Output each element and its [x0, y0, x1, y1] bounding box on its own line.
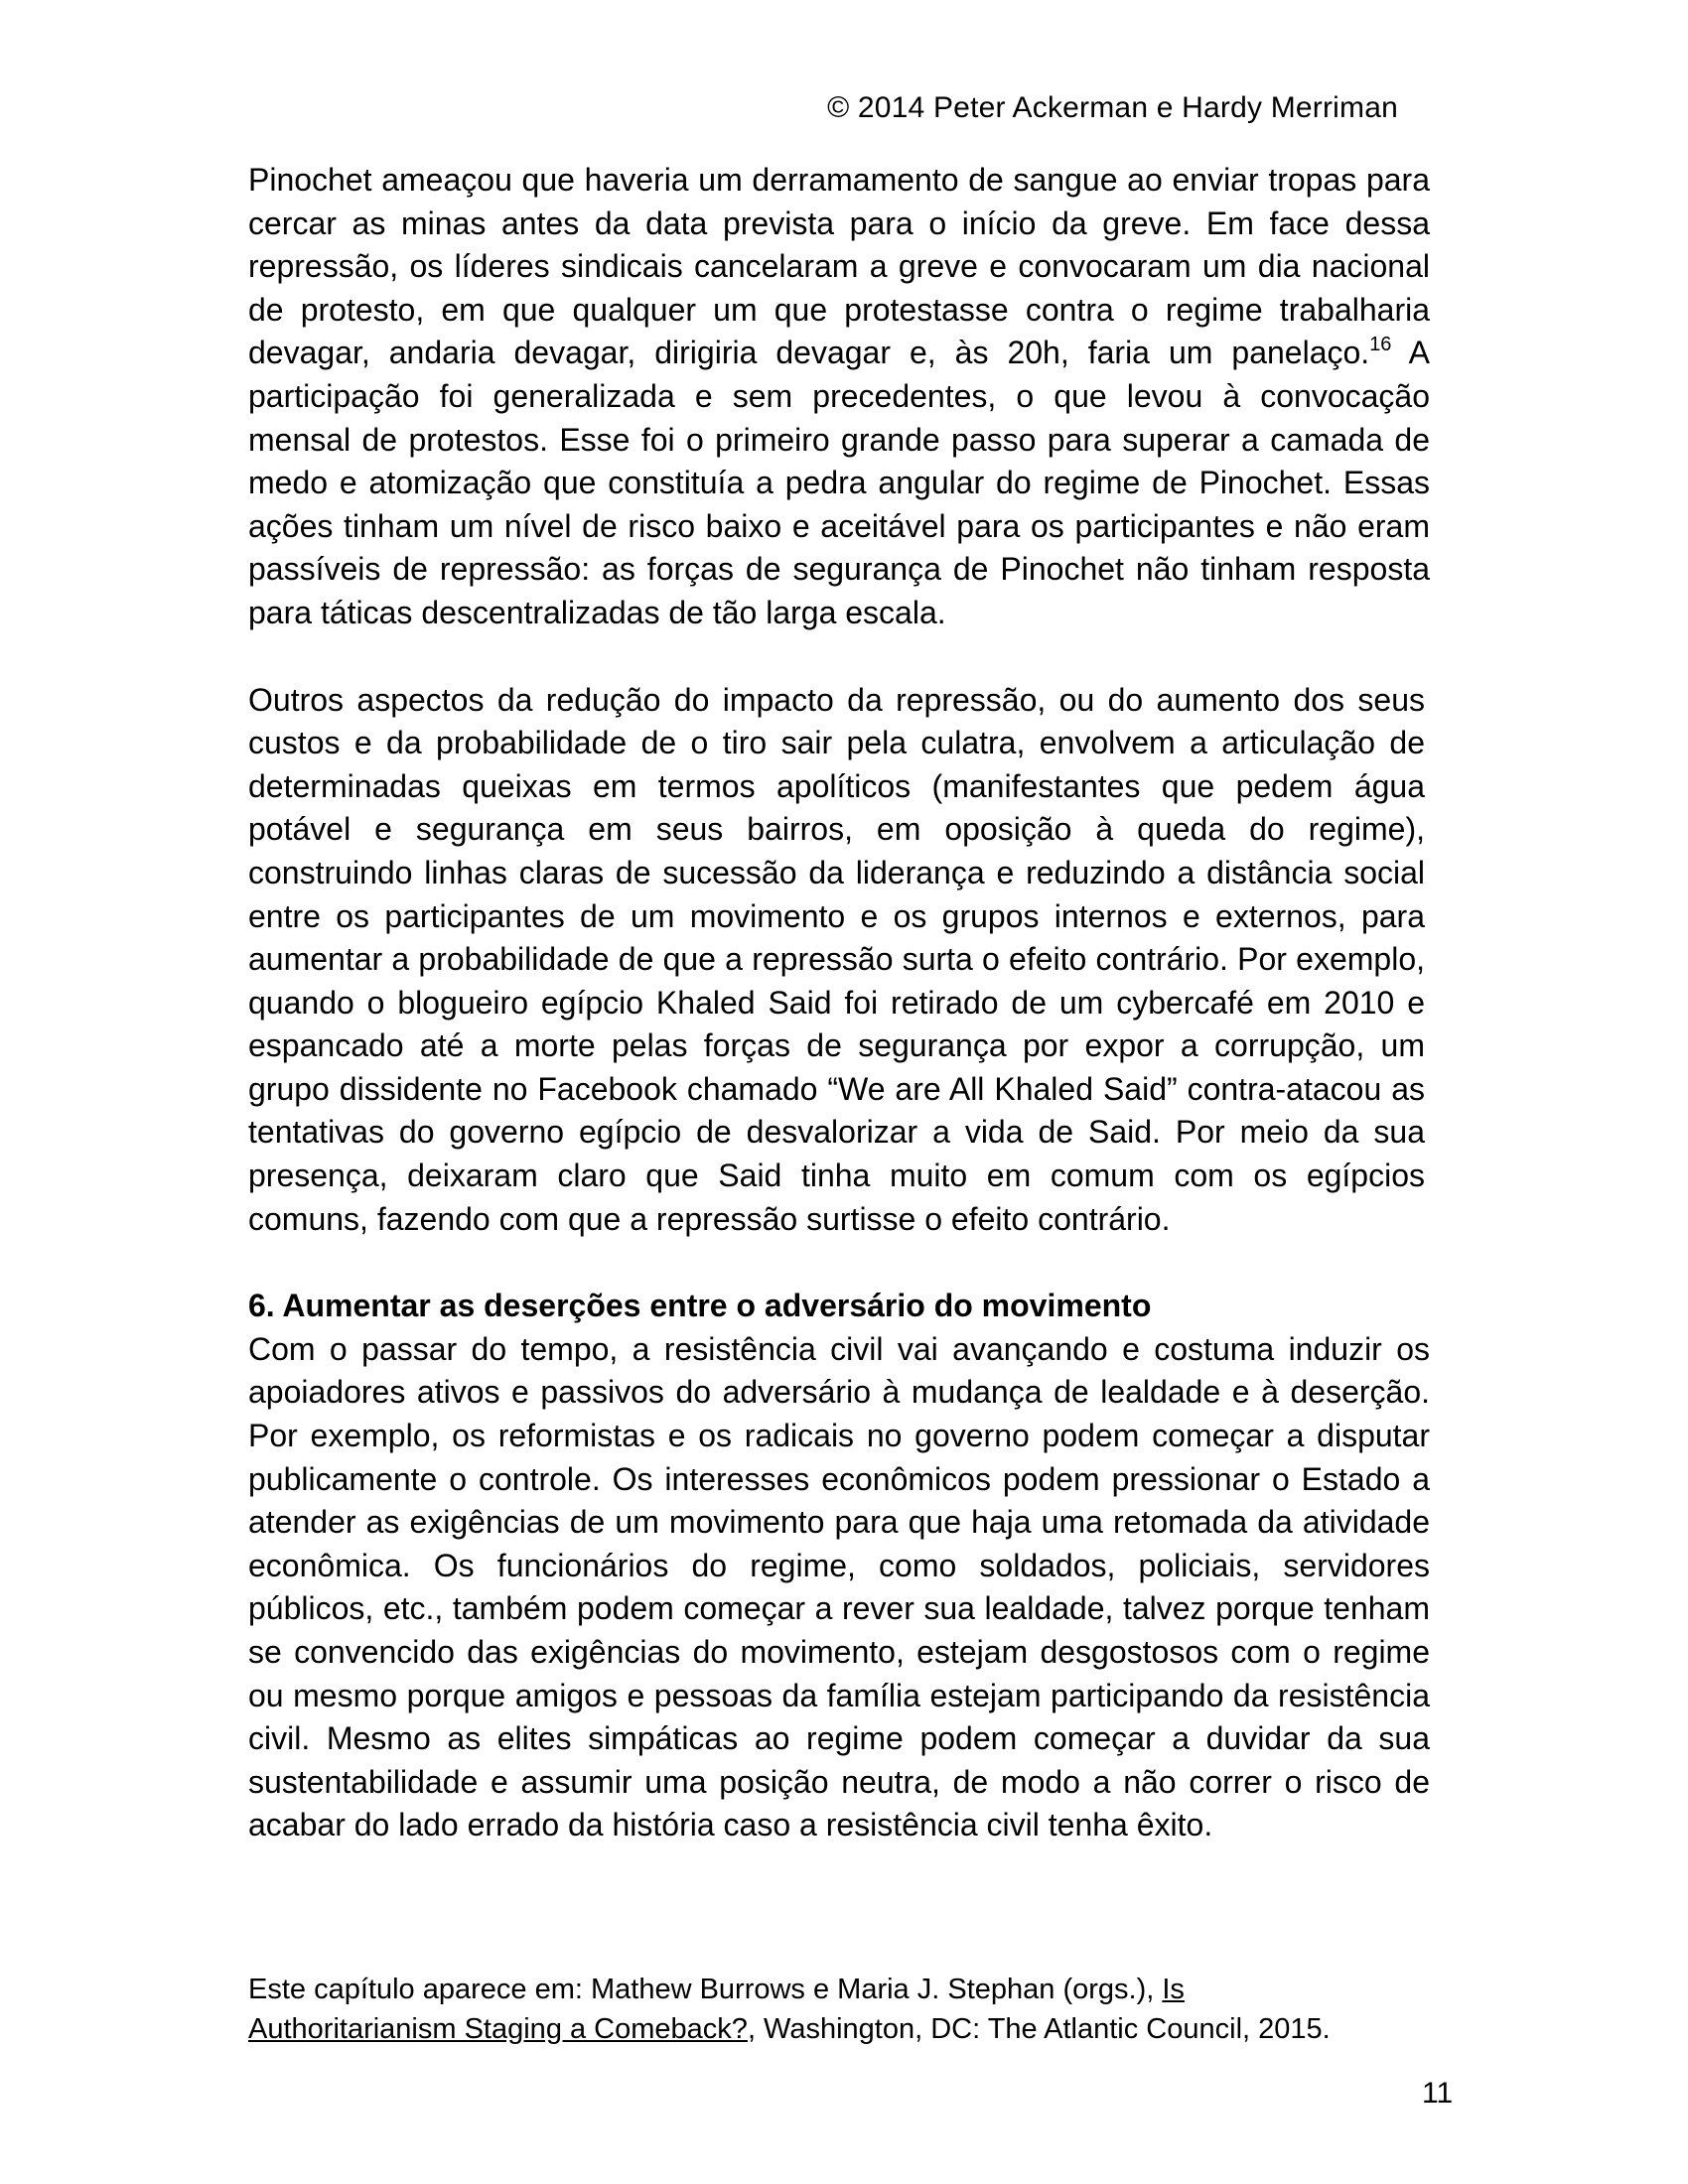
paragraph-defections: Com o passar do tempo, a resistência civil vai avançando e costuma induzir os apoiadores ativos e passivos do adversário à mudança de lealdade e à deserção. Por exemplo, os reformistas e os radicais no governo podem começar a disputar publicamente o controle. Os interesses econômicos podem pressionar o Estado a atender as exigências de um movimento para que haja uma retomada da atividade econômica. Os funcionários do regime, como soldados, policiais, servidores públicos, etc., também podem começar a rever sua lealdade, talvez porque tenham se convencido das exigências do movimento, estejam desgostosos com o regime ou mesmo porque amigos e pessoas da família estejam participando da resistência civil. Mesmo as elites simpáticas ao regime podem começar a duvidar da sua sustentabilidade e assumir uma posição neutra, de modo a não correr o risco de acabar do lado errado da história caso a resistência civil tenha êxito.: [248, 1330, 1430, 1843]
paragraph-pinochet: [248, 159, 1430, 635]
source-note: [248, 1970, 1440, 2049]
paragraph-repression: Outros aspectos da redução do impacto da repressão, ou do aumento dos seus custos e da probabilidade de o tiro sair pela culatra, envolvem a articulação de determinadas queixas em termos apolíticos (manifestantes que pedem água potável e segurança em seus bairros, em oposição à queda do regime), construindo linhas claras de sucessão da liderança e reduzindo a distância social entre os participantes de um movimento e os grupos internos e externos, para aumentar a probabilidade de que a repressão surta o efeito contrário. Por exemplo, quando o blogueiro egípcio Khaled Said foi retirado de um cybercafé em 2010 e espancado até a morte pelas forças de segurança por expor a corrupção, um grupo dissidente no Facebook chamado “We are All Khaled Said” contra-atacou as tentativas do governo egípcio de desvalorizar a vida de Said. Por meio da sua presença, deixaram claro que Said tinha muito em comum com os egípcios comuns, fazendo com que a repressão surtisse o efeito contrário.: [248, 681, 1425, 1237]
paragraph-pinochet-text-b: A participação foi generalizada e sem precedentes, o que levou à convocação mensal de protestos. Esse foi o primeiro grande passo para superar a camada de medo e atomização que constituía a pedra angular do regime de Pinochet. Essas ações tinham um nível de risco baixo e aceitável para os participantes e não eram passíveis de repressão: as forças de segurança de Pinochet não tinham resposta para táticas descentralizadas de tão larga escala.: [248, 335, 1431, 630]
book-title-link-part1[interactable]: Is: [1162, 1974, 1185, 2005]
footnote-ref-16[interactable]: 16: [1369, 333, 1392, 355]
paragraph-pinochet-text-a: Pinochet ameaçou que haveria um derramamento de sangue ao enviar tropas para cercar as minas antes da data prevista para o início da greve. Em face dessa repressão, os líderes sindicais cancelaram a greve e convocaram um dia nacional de protesto, em que qualquer um que protestasse contra o regime trabalharia devagar, andaria devagar, dirigiria devagar e, às 20h, faria um panelaço.: [248, 162, 1430, 371]
page-content: [248, 159, 1430, 1847]
source-note-suffix: , Washington, DC: The Atlantic Council, 2015.: [747, 2013, 1331, 2045]
source-note-prefix: Este capítulo aparece em: Mathew Burrows e Maria J. Stephan (orgs.),: [248, 1974, 1163, 2005]
book-title-link-part2[interactable]: Authoritarianism Staging a Comeback?: [248, 2013, 748, 2045]
section-6-heading: 6. Aumentar as deserções entre o adversário do movimento: [248, 1288, 1152, 1324]
page-number: 11: [1422, 2077, 1454, 2110]
copyright-header: © 2014 Peter Ackerman e Hardy Merriman: [827, 91, 1398, 124]
